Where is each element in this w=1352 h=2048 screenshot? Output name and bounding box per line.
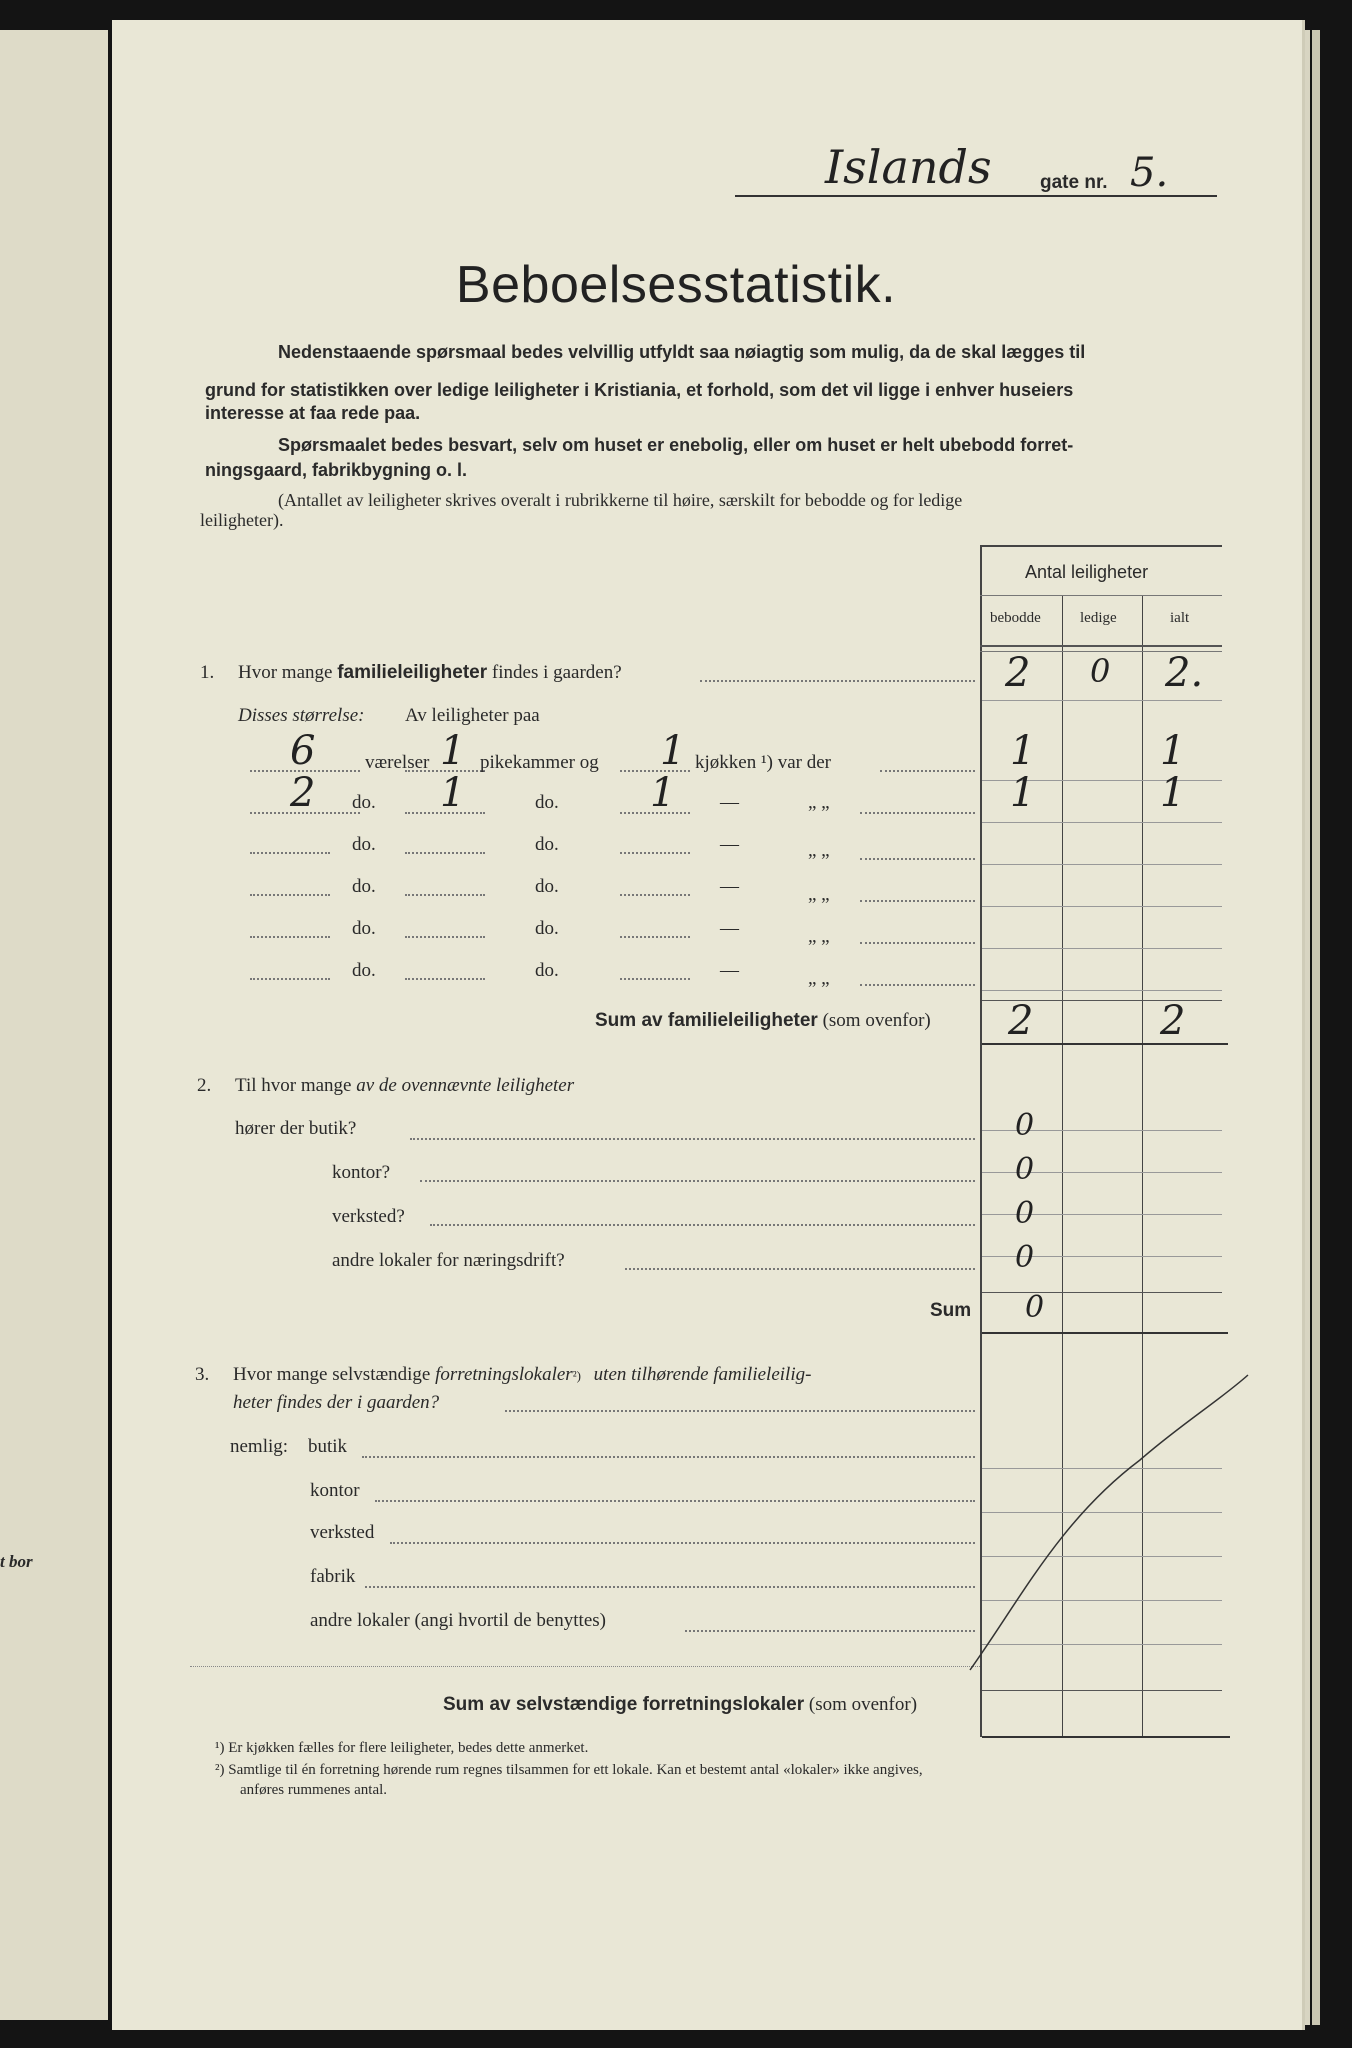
gate-number: 5. xyxy=(1130,150,1169,196)
ditto: „ „ xyxy=(808,792,830,813)
intro-line-5: ningsgaard, fabrikbygning o. l. xyxy=(205,460,468,480)
intro-line-6: (Antallet av leiligheter skrives overalt i rubrikkerne til høire, særskilt for bebodde og for ledige xyxy=(278,490,963,510)
intro-line-2: grund for statistikken over ledige leiligheter i Kristiania, et forhold, som det vil ligge i enhver huseiers xyxy=(205,380,1074,400)
do-label: do. xyxy=(352,876,376,897)
q2-sum-label: Sum xyxy=(930,1300,972,1321)
margin-fragment: t bor xyxy=(0,1552,33,1571)
row2-kjokken: 1 xyxy=(650,770,676,816)
q1-sum-label: Sum av familieleiligheter (som ovenfor) xyxy=(595,1010,931,1031)
q2-kontor-answer: 0 xyxy=(1015,1152,1035,1187)
row2-ialt: 1 xyxy=(1160,770,1186,816)
do-label: do. xyxy=(352,834,376,855)
intro-line-7: leiligheter). xyxy=(200,510,284,530)
do-label: do. xyxy=(352,918,376,939)
row2-bebodde: 1 xyxy=(1010,770,1036,816)
ditto: „ „ xyxy=(808,840,830,861)
dash: — xyxy=(720,792,739,813)
intro-line-4: Spørsmaalet bedes besvart, selv om huset er enebolig, eller om huset er helt ubebodd forret- xyxy=(278,435,1074,455)
q3-text: Hvor mange selvstændige forretningslokaler²) uten tilhørende familieleilig- xyxy=(233,1364,812,1385)
q1-bebodde: 2 xyxy=(1005,650,1031,696)
q2-number: 2. xyxy=(197,1075,212,1096)
q2-butik: hører der butik? xyxy=(235,1118,357,1139)
dash: — xyxy=(720,960,739,981)
q3-nemlig: nemlig: xyxy=(230,1436,289,1457)
street-name: Islands xyxy=(825,140,992,194)
col-bebodde: bebodde xyxy=(990,610,1041,626)
row1-ialt: 1 xyxy=(1160,728,1186,774)
do-label: do. xyxy=(535,834,559,855)
q1-sum-ialt: 2 xyxy=(1160,998,1186,1044)
left-page-edge xyxy=(0,30,108,2020)
q3-sum-label: Sum av selvstændige forretningslokaler (som ovenfor) xyxy=(443,1694,918,1715)
ditto: „ „ xyxy=(808,968,830,989)
footnote-2b: anføres rummenes antal. xyxy=(240,1782,388,1798)
q3-butik: butik xyxy=(308,1436,348,1457)
q2-andre-answer: 0 xyxy=(1015,1240,1035,1275)
row1-vaerelser: 6 xyxy=(290,728,316,774)
do-label: do. xyxy=(352,792,376,813)
q2-butik-answer: 0 xyxy=(1015,1108,1035,1143)
do-label: do. xyxy=(535,918,559,939)
gate-label: gate nr. xyxy=(1040,172,1108,193)
row1-pikekammer: 1 xyxy=(440,728,466,774)
col-ledige: ledige xyxy=(1080,610,1117,626)
q2-sum-answer: 0 xyxy=(1025,1290,1045,1325)
q1-ledige: 0 xyxy=(1090,652,1111,690)
q3-verksted: verksted xyxy=(310,1522,375,1543)
q1-text: Hvor mange familieleiligheter findes i gaarden? xyxy=(238,662,622,683)
row2-vaerelser: 2 xyxy=(290,770,316,816)
q3-andre: andre lokaler (angi hvortil de benyttes) xyxy=(310,1610,606,1631)
dash: — xyxy=(720,918,739,939)
q3-number: 3. xyxy=(195,1364,210,1385)
intro-line-3: interesse at faa rede paa. xyxy=(205,403,421,423)
dash: — xyxy=(720,876,739,897)
footnote-2: ²) Samtlige til én forretning hørende rum regnes tilsammen for ett lokale. Kan et bestemt antal «lokaler» ikke angives, xyxy=(215,1762,923,1778)
q2-kontor: kontor? xyxy=(332,1162,391,1183)
col-ialt: ialt xyxy=(1170,610,1190,626)
row1-bebodde: 1 xyxy=(1010,728,1036,774)
lbl-vaerelser: værelser xyxy=(365,752,430,773)
do-label: do. xyxy=(535,960,559,981)
q3-text-2: heter findes der i gaarden? xyxy=(233,1392,440,1413)
q1-number: 1. xyxy=(200,662,215,683)
lbl-pikekammer: pikekammer og xyxy=(480,752,599,773)
row2-pikekammer: 1 xyxy=(440,770,466,816)
do-label: do. xyxy=(535,792,559,813)
q3-fabrik: fabrik xyxy=(310,1566,356,1587)
q2-andre: andre lokaler for næringsdrift? xyxy=(332,1250,565,1271)
q2-verksted-answer: 0 xyxy=(1015,1196,1035,1231)
q2-text: Til hvor mange av de ovennævnte leiligheter xyxy=(235,1075,575,1096)
intro-line-1: Nedenstaaende spørsmaal bedes velvillig utfyldt saa nøiagtig som mulig, da de skal lægges til xyxy=(278,342,1086,362)
lbl-kjokken: kjøkken ¹) var der xyxy=(695,752,832,773)
row1-kjokken: 1 xyxy=(660,728,686,774)
strike-through-line xyxy=(960,1370,1260,1680)
ditto: „ „ xyxy=(808,926,830,947)
table-title: Antal leiligheter xyxy=(1025,562,1149,582)
q1-sum-bebodde: 2 xyxy=(1008,998,1034,1044)
q1-ialt: 2. xyxy=(1165,650,1204,696)
footnote-1: ¹) Er kjøkken fælles for flere leiligheter, bedes dette anmerket. xyxy=(215,1740,589,1756)
q3-kontor: kontor xyxy=(310,1480,360,1501)
do-label: do. xyxy=(535,876,559,897)
dash: — xyxy=(720,834,739,855)
do-label: do. xyxy=(352,960,376,981)
ditto: „ „ xyxy=(808,884,830,905)
sizes-label: Disses størrelse: xyxy=(238,705,365,726)
page-edge-2 xyxy=(1312,30,1320,2025)
page-title: Beboelsesstatistik. xyxy=(455,256,897,314)
sizes-label-b: Av leiligheter paa xyxy=(405,705,540,726)
q2-verksted: verksted? xyxy=(332,1206,405,1227)
